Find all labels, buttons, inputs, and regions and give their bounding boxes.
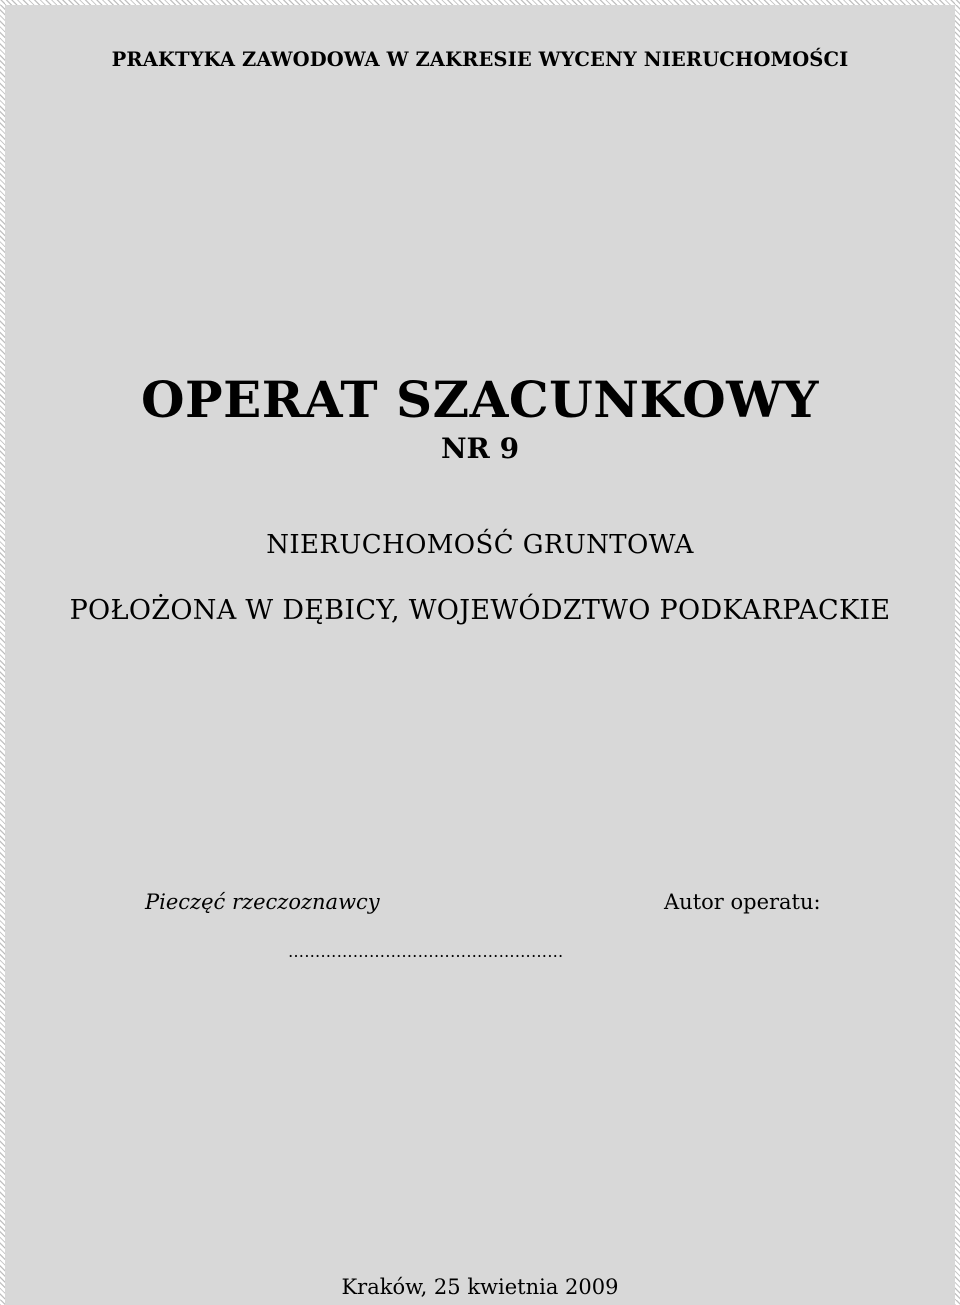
document-page: [5, 5, 955, 1305]
author-label: Autor operatu:: [664, 890, 821, 914]
document-number: NR 9: [440, 432, 520, 465]
document-header: PRAKTYKA ZAWODOWA W ZAKRESIE WYCENY NIERUCHOMOŚCI: [111, 48, 849, 71]
stamp-label: Pieczęć rzeczoznawcy: [145, 890, 380, 914]
document-title: OPERAT SZACUNKOWY: [140, 370, 819, 429]
property-location: POŁOŻONA W DĘBICY, WOJEWÓDZTWO PODKARPACKIE: [69, 595, 891, 626]
property-type: NIERUCHOMOŚĆ GRUNTOWA: [266, 530, 694, 560]
place-and-date: Kraków, 25 kwietnia 2009: [341, 1275, 619, 1299]
signature-line: ……………………………………………: [288, 942, 564, 961]
